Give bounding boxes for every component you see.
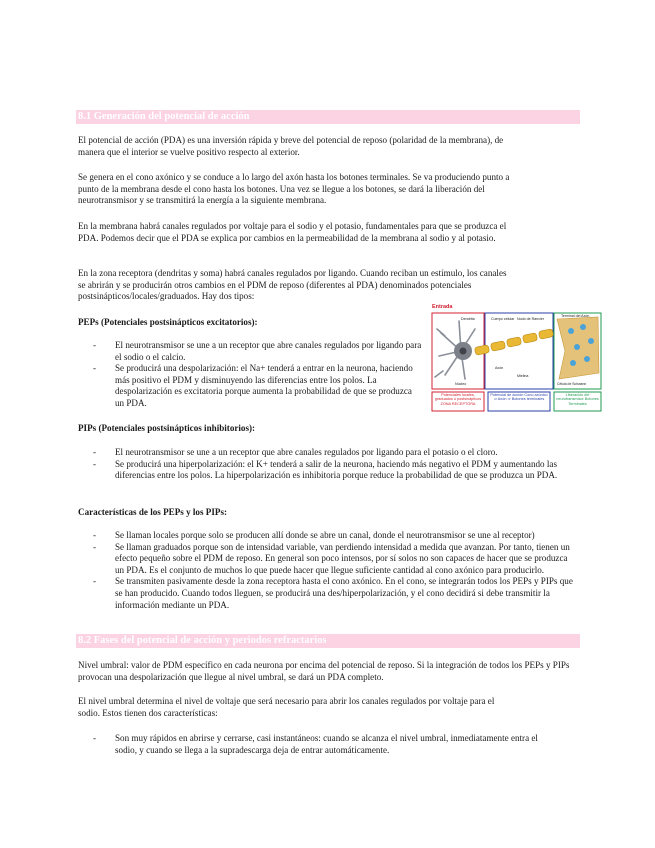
paragraph: Se genera en el cono axónico y se conduce a lo largo del axón hasta los botones terminales. Se va produciendo punto a punto de la membrana desde el cono hasta los botones. Una vez se llegue a los botones, se dará la liberación del neurotransmisor y se transmitirá la energía a la siguiente membrana. [78, 172, 510, 206]
list-item: - Se producirá una hiperpolarización: el K+ tenderá a salir de la neurona, haciendo más negativo el PDM y aumentando las diferencias entre los polos. La hiperpolarización es inhibitoria porque reduce la probabilidad de que se produzca un PDA. [78, 459, 578, 482]
subheading: Características de los PEPs y los PIPs: [78, 507, 228, 517]
label-axon: Axón [495, 366, 504, 370]
neuron-figure [431, 301, 602, 412]
label-mielina: Mielina [517, 374, 529, 378]
section-heading: 8.1 Generación del potencial de acción [76, 110, 580, 124]
bullet-list [78, 530, 578, 611]
label-celula: Célula de Schwann [557, 382, 587, 386]
list-item: - Se llaman locales porque solo se producen allí donde se abre un canal, donde el neurotransmisor se une al receptor) [78, 530, 578, 542]
box-receptor-text: Potenciales locales, graduados o postsinápticos ZONA RECEPTORA [434, 393, 482, 406]
paragraph: El nivel umbral determina el nivel de voltaje que será necesario para abrir los canales regulados por voltaje para el sodio. Estos tienen dos características: [78, 696, 495, 718]
list-item: - Se llaman graduados porque son de intensidad variable, van perdiendo intensidad a medida que avanzan. Por tanto, tienen un efecto pequeño sobre el PDM de reposo. En general son poco intensos, por sí solos no son capaces de hacer que se produzca un PDA. Es el conjunto de muchos lo que puede hacer que llegue suficiente cantidad al cono axónico para producirlo. [78, 542, 578, 577]
paragraph: El potencial de acción (PDA) es una inversión rápida y breve del potencial de reposo (polaridad de la membrana), de manera que el interior se vuelve positivo respecto al exterior. [78, 135, 504, 157]
list-item: - Se producirá una despolarización: el Na+ tenderá a entrar en la neurona, haciendo más positivo el PDM y disminuyendo las diferencias entre los polos. La despolarización es excitatoria porque aumenta la probabilidad de que se produzca un PDA. [78, 363, 423, 409]
box-terminal-text: Liberación del neurotransmisor Botones Terminales [556, 393, 599, 406]
subheading: PEPs (Potenciales postsinápticos excitatorios): [78, 317, 258, 327]
list-item: - El neurotransmisor se une a un receptor que abre canales regulados por ligando para el potasio o el cloro. [78, 447, 578, 459]
nucleus [460, 348, 467, 355]
paragraph: Nivel umbral: valor de PDM específico en cada neurona por encima del potencial de reposo. Si la integración de todos los PEPs y PIPs provocan una despolarización que llegue al nivel umbral, se dará un PDA completo. [78, 660, 570, 682]
list-item: - Son muy rápidos en abrirse y cerrarse, casi instantáneos: cuando se alcanza el nivel umbral, inmediatamente entra el sodio, y cuando se llega a la supradescarga deja de entrar automáticamente. [78, 733, 543, 756]
bullet-list [78, 733, 543, 756]
paragraph: En la membrana habrá canales regulados por voltaje para el sodio y el potasio, fundamentales para que se produzca el PDA. Podemos decir que el PDA se explica por cambios en la permeabilidad de la membrana al sodio y al potasio. [78, 221, 507, 243]
list-item: - Se transmiten pasivamente desde la zona receptora hasta el cono axónico. En el cono, se integrarán todos los PEPs y PIPs que se han producido. Cuando todos lleguen, se producirá una des/hiperpolarización, y el cono decidirá si debe transmitir la información mediante un PDA. [78, 576, 578, 611]
label-terminal: Terminal del Axón [561, 314, 590, 318]
myelin-segments [474, 329, 553, 356]
bullet-list [78, 340, 423, 410]
subheading: PIPs (Potenciales postsinápticos inhibitorios): [78, 423, 256, 433]
section-heading: 8.2 Fases del potencial de acción y periodos refractarios [76, 634, 580, 648]
bullet-list [78, 447, 578, 482]
figure-title: Entrada [432, 304, 453, 310]
label-dendrita: Dendrita [461, 317, 475, 321]
list-item: - El neurotransmisor se une a un receptor que abre canales regulados por ligando para el sodio o el calcio. [78, 340, 423, 363]
label-nucleo: Núcleo [455, 382, 467, 386]
label-nodo: Nodo de Ranvier [517, 317, 544, 321]
label-cuerpo: Cuerpo celular [491, 317, 515, 321]
paragraph: En la zona receptora (dendritas y soma) habrá canales regulados por ligando. Cuando reciban un estímulo, los canales se abrirán y se producirán otros cambios en el PDM de reposo (diferentes al PDA) denominados potenciales postsinápticos/locales/graduados. Hay dos tipos: [78, 268, 507, 302]
box-axon-text: Potencial de acción Cono axónico ⇒ Axón ⇒ Botones terminales [490, 393, 548, 402]
